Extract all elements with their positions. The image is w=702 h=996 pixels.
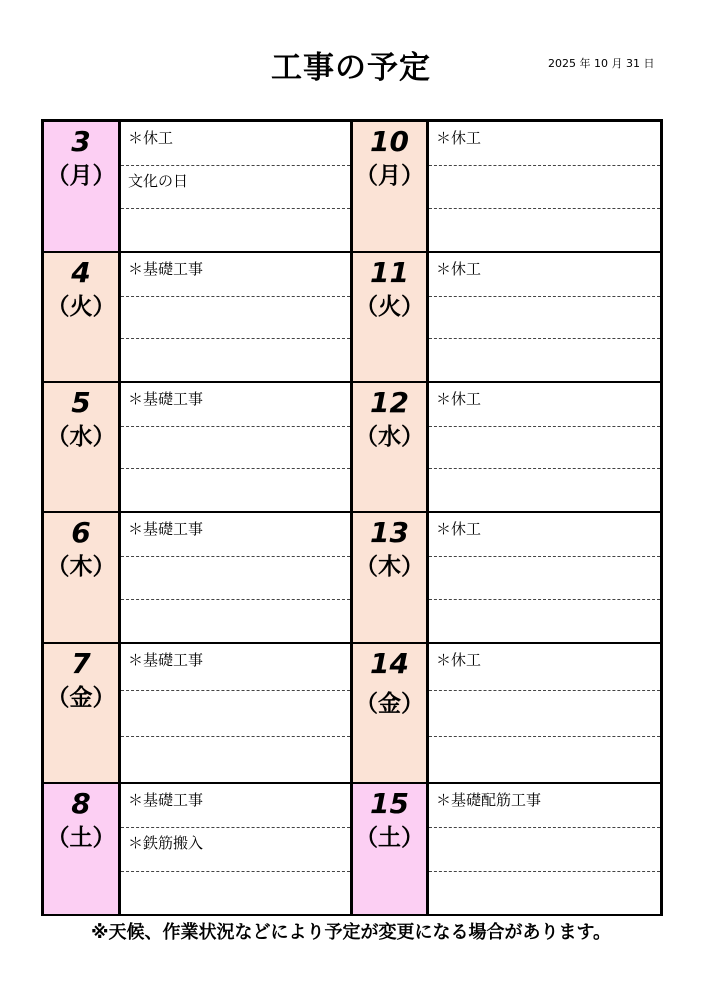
right-day-row <box>44 784 660 914</box>
day-weekday: （土） <box>355 825 424 851</box>
day-number: 3 <box>71 125 91 158</box>
day-weekday: （月） <box>355 163 424 189</box>
day-number: 14 <box>370 647 409 680</box>
document-date: 2025 年 10 月 31 日 <box>548 57 655 70</box>
note-separator <box>429 871 660 872</box>
note-line: ＊基礎工事 <box>128 520 204 538</box>
note-separator <box>429 556 660 557</box>
right-day-row <box>44 644 660 782</box>
day-label-cell <box>353 513 426 642</box>
day-weekday: （火） <box>46 294 116 320</box>
note-line: 文化の日 <box>128 172 189 190</box>
day-number: 8 <box>71 787 91 820</box>
day-weekday: （水） <box>46 424 116 450</box>
day-weekday: （木） <box>46 554 116 580</box>
note-line: ＊基礎配筋工事 <box>436 791 542 809</box>
note-line: ＊基礎工事 <box>128 390 204 408</box>
day-weekday: （土） <box>46 825 116 851</box>
day-notes <box>429 644 660 782</box>
day-label-cell <box>353 253 426 381</box>
day-notes <box>429 122 660 251</box>
right-day-row <box>44 513 660 642</box>
note-separator <box>429 690 660 691</box>
day-weekday: （金） <box>355 691 424 717</box>
day-label-cell <box>353 784 426 914</box>
day-label-cell <box>353 383 426 511</box>
day-label-cell <box>353 122 426 251</box>
note-line: ＊休工 <box>436 129 482 147</box>
right-day-row <box>44 253 660 381</box>
note-line: ＊休工 <box>436 390 482 408</box>
day-number: 5 <box>71 386 91 419</box>
note-line: ＊休工 <box>436 651 482 669</box>
note-line: ＊基礎工事 <box>128 260 204 278</box>
day-number: 12 <box>370 386 409 419</box>
note-separator <box>429 426 660 427</box>
day-number: 4 <box>71 256 91 289</box>
day-label-cell <box>353 644 426 782</box>
day-notes <box>429 383 660 511</box>
note-separator <box>429 208 660 209</box>
note-separator <box>429 468 660 469</box>
note-separator <box>429 736 660 737</box>
right-day-row <box>44 122 660 251</box>
day-number: 6 <box>71 516 91 549</box>
note-separator <box>429 599 660 600</box>
day-number: 15 <box>370 787 409 820</box>
schedule-grid <box>41 119 663 916</box>
day-weekday: （月） <box>46 163 116 189</box>
note-line: ＊休工 <box>128 129 174 147</box>
day-number: 7 <box>71 647 91 680</box>
footer-note: ※天候、作業状況などにより予定が変更になる場合があります。 <box>90 922 612 943</box>
day-number: 10 <box>370 125 409 158</box>
day-notes <box>429 513 660 642</box>
note-separator <box>429 296 660 297</box>
right-day-row <box>44 383 660 511</box>
day-number: 11 <box>370 256 409 289</box>
day-weekday: （水） <box>355 424 424 450</box>
day-weekday: （金） <box>46 685 116 711</box>
note-line: ＊鉄筋搬入 <box>128 834 204 853</box>
note-line: ＊基礎工事 <box>128 791 204 809</box>
note-separator <box>429 165 660 166</box>
day-number: 13 <box>370 516 409 549</box>
note-separator <box>429 827 660 828</box>
page-title: 工事の予定 <box>271 50 431 86</box>
note-line: ＊休工 <box>436 260 482 278</box>
day-weekday: （木） <box>355 554 424 580</box>
day-notes <box>429 784 660 914</box>
note-line: ＊基礎工事 <box>128 651 204 669</box>
day-notes <box>429 253 660 381</box>
day-weekday: （火） <box>355 294 424 320</box>
note-line: ＊休工 <box>436 520 482 538</box>
note-separator <box>429 338 660 339</box>
